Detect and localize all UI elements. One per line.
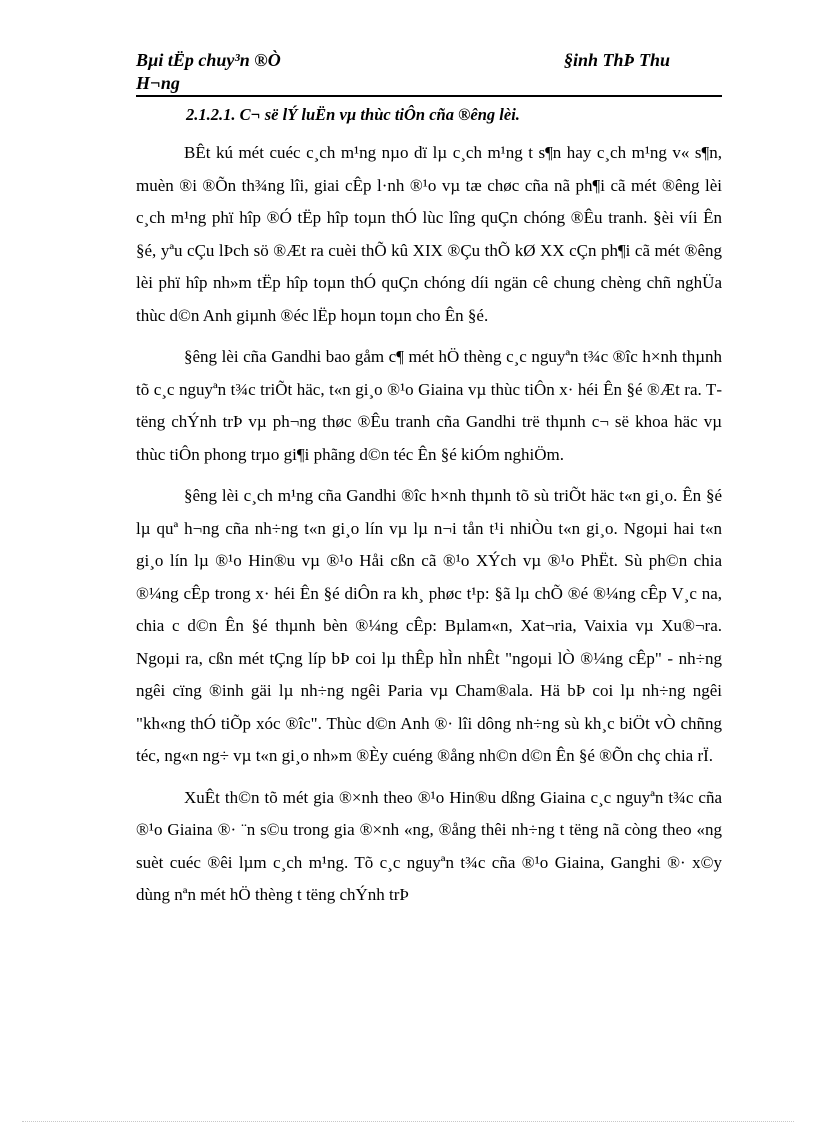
paragraph-2: §êng lèi cña Gandhi bao gåm c¶ mét hÖ thèng c¸c nguyªn t¾c ®îc h×nh thµnh tõ c¸c nguyªn t¾c triÕt häc, t«n gi¸o ®¹o Giaina vµ thùc tiÔn x· héi Ên §é ®Æt ra. T tëng chÝnh trÞ vµ ph¬ng thøc ®Êu tranh cña Gandhi trë thµnh c¬ së khoa häc vµ thùc tiÔn phong trµo gi¶i phãng d©n téc Ên §é kiÓm nghiÖm. [136, 347, 722, 464]
header-title: Bµi tËp chuy³n ®Ò [136, 50, 281, 70]
page-header [136, 49, 722, 95]
paragraph-3: §êng lèi c¸ch m¹ng cña Gandhi ®îc h×nh thµnh tõ sù triÕt häc t«n gi¸o. Ên §é lµ quª h¬ng cña nh÷ng t«n gi¸o lín vµ lµ n¬i tån t¹i nhiÒu t«n gi¸o. Ngoµi hai t«n gi¸o lín lµ ®¹o Hin®u vµ ®¹o Håi cßn cã ®¹o XÝch vµ ®¹o PhËt. Sù ph©n chia ®¼ng cÊp trong x· héi Ên §é diÔn ra kh¸ phøc t¹p: §ã lµ chÕ ®é ®¼ng cÊp V¸c na, chia c d©n Ên §é thµnh bèn ®¼ng cÊp: Bµlam«n, Xat¬ria, Vaixia vµ Xu®¬ra. Ngoµi ra, cßn mét tÇng líp bÞ coi lµ thÊp hÌn nhÊt "ngoµi lÒ ®¼ng cÊp" - nh÷ng ngêi cïng ®inh gäi lµ nh÷ng ngêi Paria vµ Cham®ala. Hä bÞ coi lµ nh÷ng ngêi "kh«ng thÓ tiÕp xóc ®îc". Thùc d©n Anh ®· lîi dông nh÷ng sù kh¸c biÖt vÒ chñng téc, ng«n ng÷ vµ t«n gi¸o nh»m ®Èy cuéng ®ång nh©n d©n Ên §é ®Õn chç chia rÏ. [136, 486, 722, 765]
paragraph-4: XuÊt th©n tõ mét gia ®×nh theo ®¹o Hin®u dßng Giaina c¸c nguyªn t¾c cña ®¹o Giaina ®· ¨n s©u trong gia ®×nh «ng, ®ång thêi nh÷ng t tëng nã còng theo «ng suèt cuéc ®êi lµm c¸ch m¹ng. Tõ c¸c nguyªn t¾c cña ®¹o Giaina, Ganghi ®· x©y dùng nªn mét hÖ thèng t tëng chÝnh trÞ [136, 787, 722, 904]
body-text [136, 137, 722, 921]
paragraph-1: BÊt kú mét cuéc c¸ch m¹ng nµo dï lµ c¸ch m¹ng t s¶n hay c¸ch m¹ng v« s¶n, muèn ®i ®Õn th¾ng lîi, giai cÊp l·nh ®¹o vµ tæ chøc cña nã ph¶i cã mét ®êng lèi c¸ch m¹ng phï hîp ®Ó tËp hîp toµn thÓ lùc lîng quÇn chóng ®Êu tranh. §èi víi Ên §é, yªu cÇu lÞch sö ®Æt ra cuèi thÕ kû XIX ®Çu thÕ kØ XX cÇn ph¶i cã mét ®êng lèi phï hîp nh»m tËp hîp toµn thÓ quÇn chóng díi ngän cê chung chèng chñ nghÜa thùc d©n Anh giµnh ®éc lËp hoµn toµn cho Ên §é. [136, 143, 722, 325]
header-author: §inh ThÞ Thu [564, 50, 671, 70]
page-bottom-divider [22, 1121, 794, 1122]
header-title-continuation: H¬ng [136, 73, 180, 93]
header-rule [136, 95, 722, 97]
section-title: 2.1.2.1. C¬ së lÝ luËn vµ thùc tiÔn cña ®êng lèi. [186, 105, 520, 124]
